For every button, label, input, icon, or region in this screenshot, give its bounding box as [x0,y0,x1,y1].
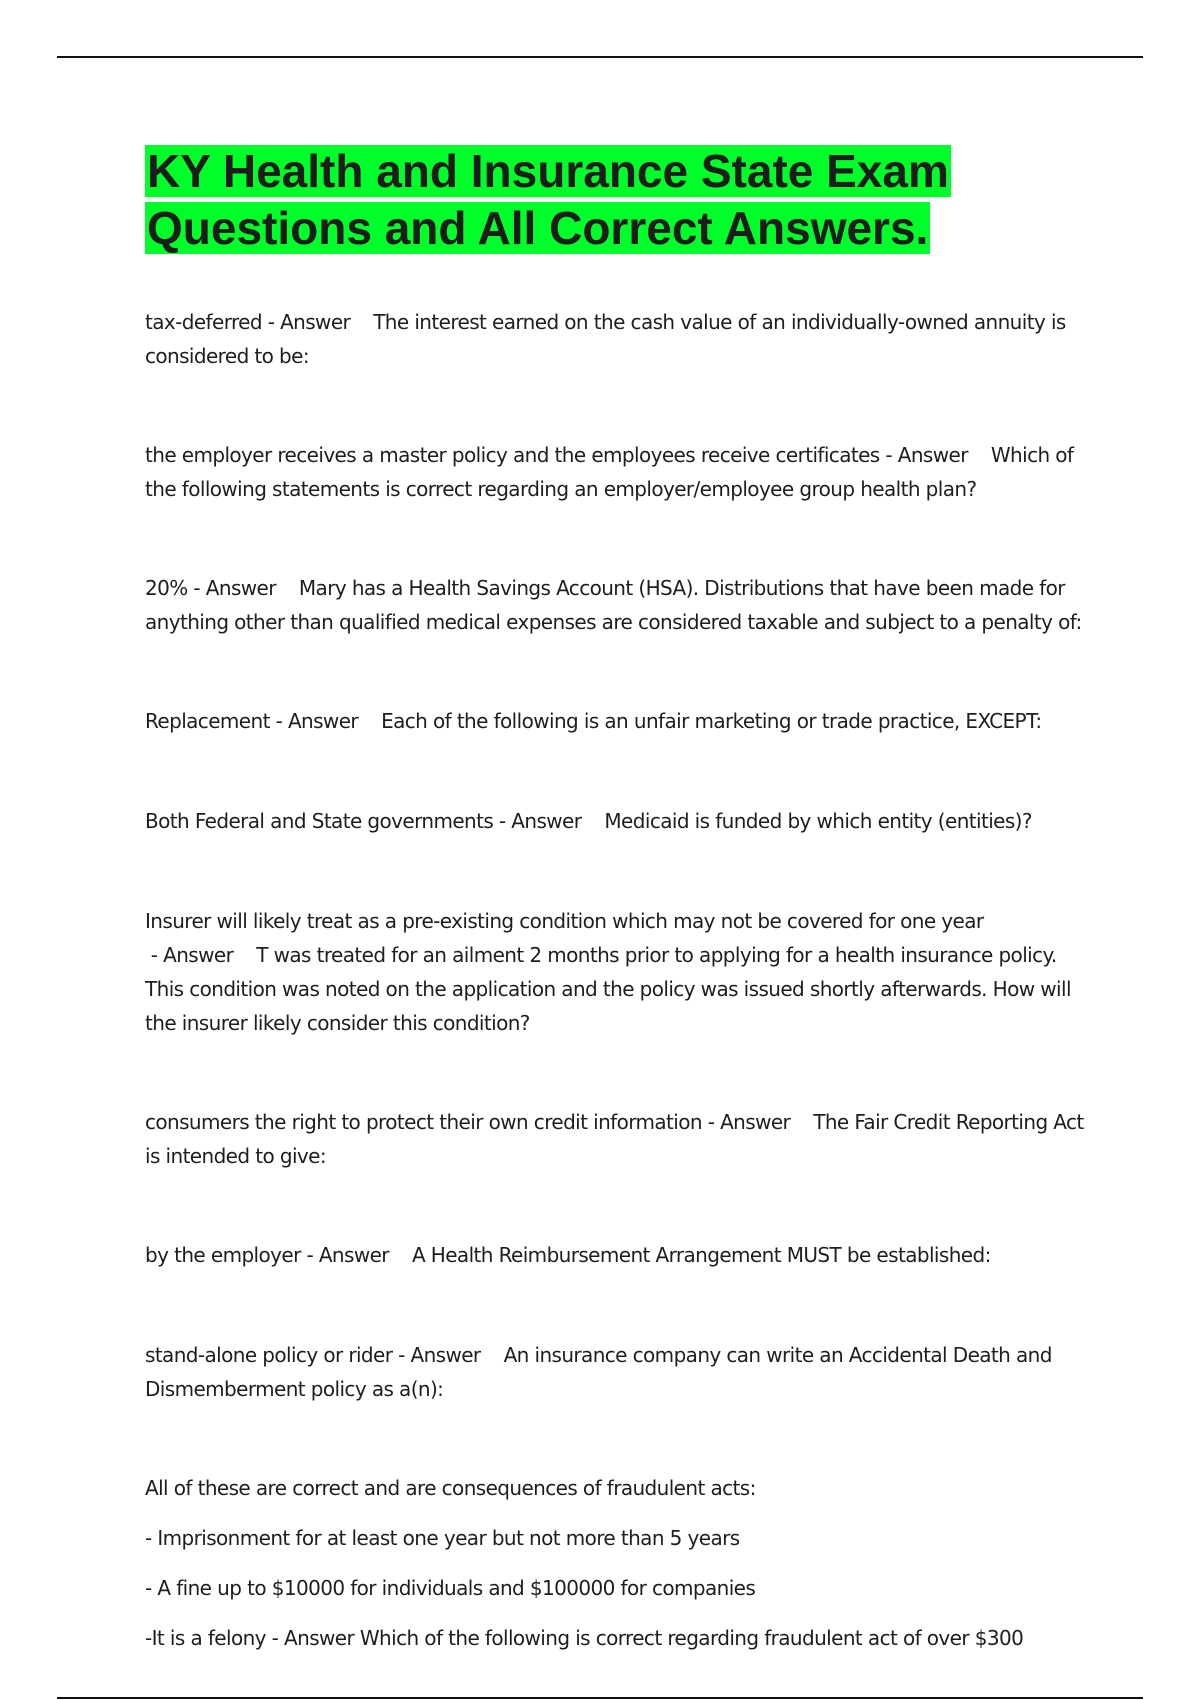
title-line-1: KY Health and Insurance State Exam [147,145,949,197]
answer-separator: - Answer [300,1243,412,1267]
answer-bullet-3 [145,1621,1090,1655]
answer-text: -It is a felony [145,1626,266,1650]
answer-separator: - Answer [493,809,605,833]
answer-text: the employer receives a master policy and the employees receive certificates [145,443,880,467]
question-text: Which of the following statements is correct regarding an employer/employee group health plan? [145,443,1074,501]
qa-item-10 [145,1471,1090,1655]
answer-text: Both Federal and State governments [145,809,494,833]
answer-text: Insurer will likely treat as a pre-existing condition which may not be covered for one year [145,909,984,933]
bottom-rule [57,1697,1143,1699]
qa-item-9 [145,1338,1090,1406]
answer-text: consumers the right to protect their own credit information [145,1110,702,1134]
document-body [145,143,1090,1655]
answer-separator: - Answer [879,443,991,467]
question-text: A Health Reimbursement Arrangement MUST be established: [411,1243,991,1267]
qa-item-8 [145,1238,1090,1272]
question-text: The Fair Credit Reporting Act is intended to give: [145,1110,1084,1168]
top-rule [57,56,1143,58]
answer-text: tax-deferred [145,310,262,334]
answer-intro: All of these are correct and are consequences of fraudulent acts: [145,1476,756,1500]
answer-separator: - Answer [145,943,257,967]
answer-text: Replacement [145,709,270,733]
answer-separator: - Answer [187,576,299,600]
answer-bullet-1: - Imprisonment for at least one year but not more than 5 years [145,1526,740,1550]
qa-item-4 [145,704,1090,738]
question-text: T was treated for an ailment 2 months prior to applying for a health insurance policy. This condition was noted on the application and the policy was issued shortly afterwards. How will the insurer likely consider this condition? [145,943,1071,1035]
qa-item-1 [145,305,1090,373]
question-text: Medicaid is funded by which entity (entities)? [604,809,1032,833]
answer-separator: - Answer [701,1110,814,1134]
answer-separator: - Answer [265,1626,360,1650]
question-text: The interest earned on the cash value of an individually-owned annuity is considered to be: [145,310,1066,368]
question-text: An insurance company can write an Accidental Death and Dismemberment policy as a(n): [145,1343,1052,1401]
document-title [145,143,1090,257]
question-text: Mary has a Health Savings Account (HSA). Distributions that have been made for anything other than qualified medical expenses are considered taxable and subject to a penalty of: [145,576,1082,634]
answer-text: stand-alone policy or rider [145,1343,393,1367]
qa-item-6 [145,904,1090,1040]
qa-item-3 [145,571,1090,639]
title-line-2: Questions and All Correct Answers. [147,202,929,254]
answer-text: by the employer [145,1243,301,1267]
question-text: Which of the following is correct regarding fraudulent act of over $300 [359,1626,1024,1650]
title-highlight [145,145,951,254]
answer-separator: - Answer [261,310,374,334]
answer-separator: - Answer [392,1343,504,1367]
question-text: Each of the following is an unfair marketing or trade practice, EXCEPT: [381,709,1042,733]
answer-separator: - Answer [269,709,382,733]
qa-item-5 [145,804,1090,838]
qa-item-2 [145,438,1090,506]
qa-item-7 [145,1105,1090,1173]
answer-text: 20% [145,576,188,600]
answer-bullet-2: - A fine up to $10000 for individuals and $100000 for companies [145,1576,756,1600]
